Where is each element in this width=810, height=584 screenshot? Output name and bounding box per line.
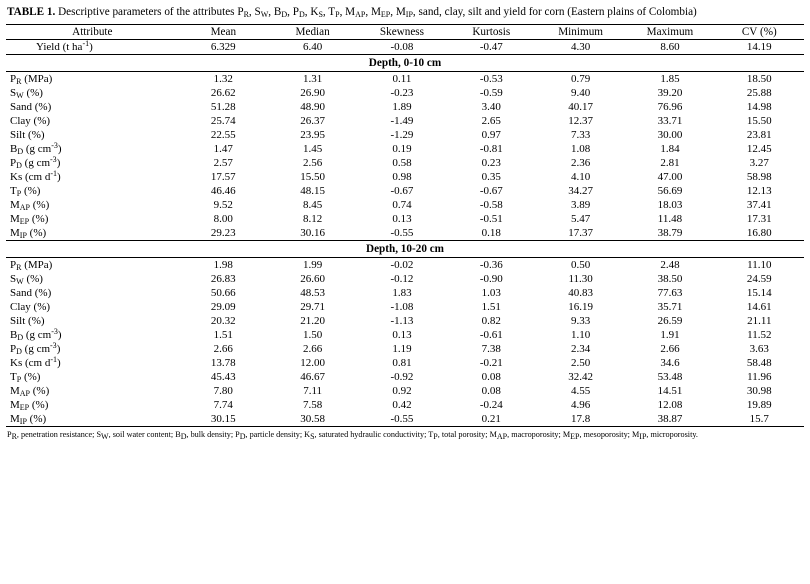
cell-minimum: 9.40: [570, 87, 591, 99]
cell-kurtosis: -0.90: [479, 273, 503, 285]
cell-mean: 45.43: [210, 371, 236, 383]
cell-minimum: 32.42: [568, 371, 593, 383]
row-attribute: $M_{AP}$ (%): [10, 199, 50, 212]
cell-minimum: 4.10: [570, 171, 591, 183]
cell-kurtosis: -0.24: [479, 399, 503, 411]
cell-maximum: 35.71: [657, 301, 683, 313]
cell-kurtosis: -0.53: [479, 73, 503, 85]
cell-kurtosis: 2.65: [481, 115, 501, 127]
cell-skewness: -0.23: [390, 87, 414, 99]
row-attribute: Silt (%): [10, 315, 45, 327]
cell-median: 21.20: [300, 315, 325, 327]
cell-mean: 9.52: [213, 199, 233, 211]
cell-minimum: 2.50: [570, 357, 591, 369]
row-attribute: Sand (%): [10, 287, 52, 299]
cell-minimum: 2.34: [570, 343, 591, 355]
column-header-mean: Mean: [179, 25, 268, 40]
cell-median: 7.58: [303, 399, 323, 411]
cell-skewness: 1.83: [392, 287, 412, 299]
cell-kurtosis: 0.18: [447, 226, 536, 241]
cell-median: 2.56: [303, 157, 323, 169]
cell-median: 26.60: [300, 273, 325, 285]
cell-skewness: 0.42: [392, 399, 412, 411]
cell-skewness: -0.92: [390, 371, 414, 383]
row-attribute: Ks (cm $d^{-1}$): [10, 355, 61, 369]
cell-median: 7.11: [303, 385, 323, 397]
table-row: [6, 100, 804, 114]
cell-maximum: 14.51: [657, 385, 683, 397]
cell-mean: 26.62: [210, 87, 236, 99]
row-attribute: $M_{AP}$ (%): [10, 385, 50, 398]
cell-cv: 14.19: [715, 40, 804, 55]
cell-maximum: 39.20: [657, 87, 683, 99]
column-header-skewness: Skewness: [357, 25, 446, 40]
cell-mean: 26.83: [210, 273, 236, 285]
cell-kurtosis: -0.67: [479, 185, 503, 197]
table-row: [6, 398, 804, 412]
cell-kurtosis: 0.23: [481, 157, 501, 169]
cell-minimum: 4.55: [570, 385, 591, 397]
cell-minimum: 0.79: [570, 73, 591, 85]
cell-median: 1.50: [303, 329, 323, 341]
cell-mean: 6.329: [179, 40, 268, 55]
cell-skewness: 0.13: [392, 213, 412, 225]
row-attribute: $B_D$ (g $cm^{-3}$): [10, 141, 62, 156]
cell-kurtosis: 7.38: [481, 343, 501, 355]
descriptive-parameters-table: [6, 24, 804, 427]
cell-median: 8.45: [303, 199, 323, 211]
cell-skewness: 0.74: [392, 199, 412, 211]
cell-skewness: -1.29: [390, 129, 414, 141]
cell-maximum: 30.00: [657, 129, 683, 141]
cell-maximum: 26.59: [657, 315, 683, 327]
cell-mean: 2.57: [213, 157, 233, 169]
cell-skewness: 1.89: [392, 101, 412, 113]
cell-mean: 17.57: [210, 171, 236, 183]
cell-maximum: 38.79: [625, 226, 714, 241]
cell-median: 8.12: [303, 213, 323, 225]
cell-cv: 58.98: [746, 171, 772, 183]
cell-maximum: 8.60: [625, 40, 714, 55]
row-attribute: Clay (%): [10, 115, 51, 127]
cell-median: 48.15: [300, 185, 325, 197]
cell-kurtosis: 0.97: [481, 129, 501, 141]
cell-median: 1.31: [303, 73, 323, 85]
cell-cv: 16.80: [715, 226, 804, 241]
cell-skewness: 0.13: [392, 329, 412, 341]
cell-median: 6.40: [268, 40, 357, 55]
table-caption: [7, 6, 804, 19]
table-caption-text: Descriptive parameters of the attributes $P_R$, $S_W$, $B_D$, $P_D$, $K_S$, $T_P$, $M_{AP}$, $M_{EP}$, $M_{IP}$, sand, clay, silt and yield for corn (Eastern plains of Colombia): [58, 6, 697, 19]
cell-cv: 18.50: [746, 73, 772, 85]
row-attribute: $M_{IP}$ (%): [6, 226, 179, 241]
cell-mean: 1.98: [213, 259, 233, 271]
cell-cv: 3.63: [749, 343, 769, 355]
cell-median: 2.66: [303, 343, 323, 355]
cell-maximum: 2.48: [660, 259, 680, 271]
table-caption-label: TABLE 1.: [7, 6, 56, 18]
cell-minimum: 2.36: [570, 157, 591, 169]
cell-skewness: -0.02: [390, 259, 414, 271]
cell-kurtosis: 0.82: [481, 315, 501, 327]
cell-skewness: -1.49: [390, 115, 414, 127]
table-row: [6, 128, 804, 142]
cell-median: 12.00: [300, 357, 325, 369]
table-row: [6, 272, 804, 286]
column-header-minimum: Minimum: [536, 25, 625, 40]
cell-mean: 46.46: [210, 185, 236, 197]
cell-minimum: 4.96: [570, 399, 591, 411]
table-footnote: $P_R$, penetration resistance; $S_W$, soil water content; $B_D$, bulk density; $P_D$, particle density; $K_S$, saturated hydraulic conductivity; $T_P$, total porosity; $M_{AP}$, macroporosity; $M_{EP}$, mesoporosity; $M_{IP}$, microporosity.: [7, 430, 698, 441]
cell-median: 46.67: [300, 371, 325, 383]
cell-skewness: -0.55: [357, 226, 446, 241]
cell-kurtosis: -0.61: [479, 329, 503, 341]
cell-kurtosis: -0.81: [479, 143, 503, 155]
row-attribute: Ks (cm $d^{-1}$): [10, 169, 61, 183]
row-attribute: $P_R$ (MPa): [10, 73, 53, 86]
cell-minimum: 1.10: [570, 329, 591, 341]
cell-mean: 25.74: [210, 115, 236, 127]
column-header-maximum: Maximum: [625, 25, 714, 40]
cell-cv: 30.98: [746, 385, 772, 397]
row-attribute: $S_W$ (%): [10, 273, 43, 286]
table-row: [6, 156, 804, 170]
cell-maximum: 38.87: [625, 412, 714, 427]
cell-skewness: 0.98: [392, 171, 412, 183]
cell-kurtosis: 0.21: [447, 412, 536, 427]
cell-cv: 3.27: [749, 157, 769, 169]
cell-cv: 37.41: [746, 199, 772, 211]
cell-mean: 1.51: [213, 329, 233, 341]
cell-maximum: 53.48: [657, 371, 683, 383]
cell-mean: 13.78: [210, 357, 236, 369]
cell-maximum: 18.03: [657, 199, 683, 211]
column-header-attribute: Attribute: [6, 25, 179, 40]
table-row: [6, 226, 804, 241]
table-row: [6, 142, 804, 156]
cell-skewness: -0.12: [390, 273, 414, 285]
row-attribute: $P_R$ (MPa): [10, 259, 53, 272]
section-title: Depth, 10-20 cm: [6, 241, 804, 258]
table-row: [6, 342, 804, 356]
cell-mean: 50.66: [210, 287, 236, 299]
table-row: [6, 370, 804, 384]
cell-minimum: 9.33: [570, 315, 591, 327]
cell-kurtosis: 1.03: [481, 287, 501, 299]
cell-kurtosis: -0.58: [479, 199, 503, 211]
table-row: [6, 412, 804, 427]
cell-cv: 11.96: [747, 371, 772, 383]
cell-minimum: 40.83: [568, 287, 593, 299]
cell-median: 48.90: [300, 101, 325, 113]
cell-cv: 14.98: [746, 101, 772, 113]
cell-cv: 58.48: [746, 357, 772, 369]
cell-mean: 8.00: [213, 213, 233, 225]
cell-kurtosis: 1.51: [481, 301, 501, 313]
cell-median: 23.95: [300, 129, 325, 141]
row-attribute: $B_D$ (g $cm^{-3}$): [10, 327, 62, 342]
cell-median: 48.53: [300, 287, 325, 299]
cell-maximum: 76.96: [657, 101, 683, 113]
cell-cv: 14.61: [746, 301, 772, 313]
cell-minimum: 0.50: [570, 259, 591, 271]
cell-median: 30.16: [268, 226, 357, 241]
cell-mean: 22.55: [210, 129, 236, 141]
column-header-kurtosis: Kurtosis: [447, 25, 536, 40]
cell-mean: 30.15: [179, 412, 268, 427]
cell-cv: 23.81: [746, 129, 772, 141]
cell-mean: 1.47: [213, 143, 233, 155]
cell-skewness: 0.58: [392, 157, 412, 169]
cell-median: 30.58: [268, 412, 357, 427]
cell-maximum: 2.66: [660, 343, 680, 355]
table-row: [6, 300, 804, 314]
cell-skewness: 1.19: [392, 343, 412, 355]
cell-minimum: 5.47: [570, 213, 591, 225]
cell-cv: 25.88: [746, 87, 772, 99]
cell-maximum: 77.63: [657, 287, 683, 299]
cell-maximum: 47.00: [657, 171, 683, 183]
cell-skewness: 0.19: [392, 143, 412, 155]
table-row: [6, 212, 804, 226]
section-title: Depth, 0-10 cm: [6, 55, 804, 72]
cell-skewness: -0.55: [357, 412, 446, 427]
cell-maximum: 1.91: [660, 329, 680, 341]
cell-minimum: 16.19: [568, 301, 593, 313]
cell-minimum: 11.30: [568, 273, 593, 285]
cell-maximum: 56.69: [657, 185, 683, 197]
cell-cv: 12.13: [746, 185, 772, 197]
table-row: [6, 286, 804, 300]
cell-cv: 15.14: [746, 287, 772, 299]
table-row: [6, 72, 804, 87]
cell-cv: 24.59: [746, 273, 772, 285]
cell-mean: 2.66: [213, 343, 233, 355]
cell-minimum: 7.33: [570, 129, 591, 141]
cell-minimum: 34.27: [568, 185, 593, 197]
cell-maximum: 11.48: [657, 213, 683, 225]
cell-cv: 15.50: [746, 115, 772, 127]
cell-cv: 21.11: [747, 315, 772, 327]
section-header-row: [6, 55, 804, 72]
cell-maximum: 1.84: [660, 143, 680, 155]
cell-kurtosis: 0.08: [481, 371, 501, 383]
cell-median: 1.45: [303, 143, 323, 155]
table-row: [6, 40, 804, 55]
cell-cv: 17.31: [746, 213, 772, 225]
table-row: [6, 184, 804, 198]
cell-mean: 29.23: [179, 226, 268, 241]
row-attribute: Sand (%): [10, 101, 52, 113]
cell-median: 26.90: [300, 87, 325, 99]
row-attribute: Clay (%): [10, 301, 51, 313]
row-attribute: $T_P$ (%): [10, 185, 41, 198]
cell-kurtosis: 0.08: [481, 385, 501, 397]
cell-cv: 19.89: [746, 399, 772, 411]
table-row: [6, 328, 804, 342]
cell-kurtosis: -0.59: [479, 87, 503, 99]
cell-skewness: -1.08: [390, 301, 414, 313]
row-attribute: $M_{EP}$ (%): [10, 399, 49, 412]
table-row: [6, 198, 804, 212]
cell-mean: 1.32: [213, 73, 233, 85]
cell-cv: 15.7: [715, 412, 804, 427]
cell-skewness: 0.81: [392, 357, 412, 369]
cell-median: 29.71: [300, 301, 325, 313]
table-row: [6, 356, 804, 370]
table-row: [6, 86, 804, 100]
cell-minimum: 17.8: [536, 412, 625, 427]
row-attribute: Yield (t $ha^{-1}$): [6, 40, 179, 55]
cell-maximum: 38.50: [657, 273, 683, 285]
cell-mean: 51.28: [210, 101, 236, 113]
row-attribute: $P_D$ (g $cm^{-3}$): [10, 155, 61, 170]
column-header-cv: CV (%): [715, 25, 804, 40]
cell-cv: 11.52: [747, 329, 772, 341]
cell-skewness: -1.13: [390, 315, 414, 327]
row-attribute: $S_W$ (%): [10, 87, 43, 100]
cell-median: 1.99: [303, 259, 323, 271]
section-header-row: [6, 241, 804, 258]
cell-kurtosis: -0.21: [479, 357, 503, 369]
row-attribute: $P_D$ (g $cm^{-3}$): [10, 341, 61, 356]
cell-skewness: 0.11: [392, 73, 412, 85]
row-attribute: $M_{EP}$ (%): [10, 213, 49, 226]
cell-minimum: 17.37: [536, 226, 625, 241]
cell-median: 26.37: [300, 115, 325, 127]
cell-maximum: 34.6: [660, 357, 680, 369]
cell-median: 15.50: [300, 171, 325, 183]
table-row: [6, 170, 804, 184]
cell-cv: 12.45: [746, 143, 772, 155]
table-header-row: [6, 25, 804, 40]
cell-mean: 7.74: [213, 399, 233, 411]
row-attribute: Silt (%): [10, 129, 45, 141]
table-row: [6, 314, 804, 328]
cell-cv: 11.10: [747, 259, 772, 271]
cell-skewness: -0.08: [357, 40, 446, 55]
cell-mean: 7.80: [213, 385, 233, 397]
cell-mean: 20.32: [210, 315, 236, 327]
row-attribute: $T_P$ (%): [10, 371, 41, 384]
cell-maximum: 2.81: [660, 157, 680, 169]
cell-maximum: 33.71: [657, 115, 683, 127]
cell-minimum: 40.17: [568, 101, 593, 113]
cell-maximum: 1.85: [660, 73, 680, 85]
cell-minimum: 4.30: [536, 40, 625, 55]
cell-kurtosis: -0.51: [479, 213, 503, 225]
cell-kurtosis: -0.47: [447, 40, 536, 55]
table-row: [6, 384, 804, 398]
table-row: [6, 258, 804, 273]
cell-kurtosis: 0.35: [481, 171, 501, 183]
cell-maximum: 12.08: [657, 399, 683, 411]
cell-minimum: 12.37: [568, 115, 593, 127]
cell-kurtosis: 3.40: [481, 101, 501, 113]
column-header-median: Median: [268, 25, 357, 40]
cell-minimum: 1.08: [570, 143, 591, 155]
cell-mean: 29.09: [210, 301, 236, 313]
cell-skewness: 0.92: [392, 385, 412, 397]
cell-kurtosis: -0.36: [479, 259, 503, 271]
row-attribute: $M_{IP}$ (%): [6, 412, 179, 427]
cell-skewness: -0.67: [390, 185, 414, 197]
table-row: [6, 114, 804, 128]
cell-minimum: 3.89: [570, 199, 591, 211]
